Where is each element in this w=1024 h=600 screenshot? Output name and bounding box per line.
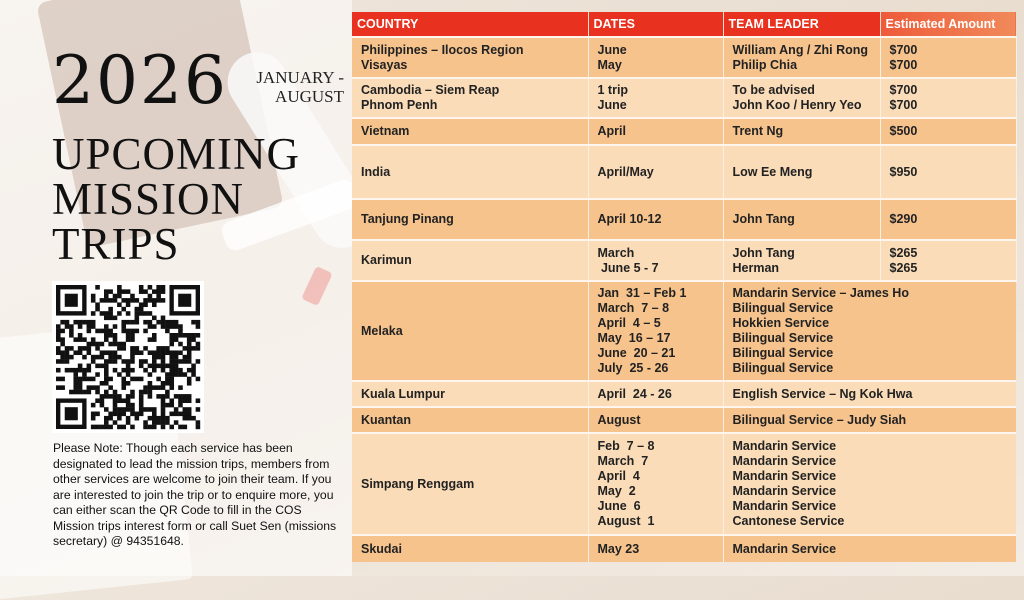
country-cell-line: Phnom Penh <box>361 98 438 112</box>
country-cell-line: Tanjung Pinang <box>361 212 454 226</box>
team-leader-cell-line: Low Ee Meng <box>732 164 813 179</box>
team-leader-cell-line: Mandarin Service – James Ho <box>732 286 909 300</box>
dates-cell-line: June <box>597 98 627 112</box>
team-leader-cell-line: Philip Chia <box>732 57 798 72</box>
team-leader-cell-line: John Tang <box>732 212 795 226</box>
team-leader-cell <box>723 118 880 145</box>
dates-cell <box>588 381 723 407</box>
team-leader-cell-line: Mandarin Service <box>732 439 837 453</box>
team-leader-cell-line: Cantonese Service <box>732 514 845 528</box>
amount-cell <box>880 240 1016 281</box>
amount-cell <box>880 37 1016 78</box>
country-cell <box>352 433 588 535</box>
country-cell <box>352 240 588 281</box>
team-leader-cell-line: John Koo / Henry Yeo <box>732 98 862 112</box>
dates-cell <box>588 535 723 562</box>
country-cell <box>352 37 588 78</box>
dates-cell <box>588 407 723 433</box>
team-leader-cell <box>723 240 880 281</box>
country-cell-line: Simpang Renggam <box>361 476 475 491</box>
team-leader-cell-line: William Ang / Zhi Rong <box>732 42 869 57</box>
team-leader-cell-line: Mandarin Service <box>732 499 837 513</box>
table-row <box>352 199 1016 240</box>
amount-cell-line: $700 <box>889 42 918 57</box>
dates-cell-line: June 6 <box>597 499 641 513</box>
team-leader-cell-line: Bilingual Service <box>732 301 834 315</box>
dates-cell-line: Jan 31 – Feb 1 <box>597 286 687 300</box>
amount-cell-line: $700 <box>889 98 918 112</box>
team-leader-cell-line: Mandarin Service <box>732 469 837 483</box>
heading-line: UPCOMING <box>52 129 301 179</box>
dates-cell-line: May 2 <box>597 484 636 498</box>
amount-cell-line: $700 <box>889 83 918 97</box>
team-leader-cell <box>723 37 880 78</box>
month-range <box>252 68 344 106</box>
table-row <box>352 433 1016 535</box>
team-leader-cell-line: Hokkien Service <box>732 316 830 330</box>
table-row <box>352 407 1016 433</box>
amount-cell-line: $950 <box>889 164 918 179</box>
team-leader-cell <box>723 535 1016 562</box>
team-leader-cell-line: Herman <box>732 260 780 275</box>
country-cell-line: Vietnam <box>361 124 410 138</box>
team-leader-cell <box>723 281 1016 381</box>
team-leader-cell-line: Mandarin Service <box>732 454 837 468</box>
country-cell <box>352 199 588 240</box>
header-dates: DATES <box>588 12 723 37</box>
dates-cell <box>588 118 723 145</box>
dates-cell-line: April 10-12 <box>597 212 662 226</box>
country-cell-line: Karimun <box>361 253 412 267</box>
country-cell-line: Skudai <box>361 541 402 556</box>
note-text: Please Note: Though each service has been designated to lead the mission trips, members from other services are welcome to join their team. If you are interested to join the trip or to enquire more, you can either scan the QR Code to fill in the COS Mission trips interest form or call Suet Sen (missions secretary) @ 94351648. <box>53 441 337 548</box>
team-leader-cell <box>723 78 880 118</box>
heading-line: TRIPS <box>52 219 180 269</box>
table-row <box>352 281 1016 381</box>
team-leader-cell <box>723 145 880 199</box>
team-leader-cell <box>723 407 1016 433</box>
amount-cell <box>880 145 1016 199</box>
country-cell <box>352 535 588 562</box>
dates-cell-line: Feb 7 – 8 <box>597 439 655 453</box>
country-cell <box>352 381 588 407</box>
country-cell-line: Visayas <box>361 57 408 72</box>
dates-cell <box>588 78 723 118</box>
team-leader-cell-line: John Tang <box>732 245 795 260</box>
country-cell-line: Philippines – Ilocos Region <box>361 42 524 57</box>
team-leader-cell <box>723 199 880 240</box>
header-country: COUNTRY <box>352 12 588 37</box>
dates-cell-line: April/May <box>597 164 654 179</box>
amount-cell-line: $700 <box>889 57 918 72</box>
team-leader-cell <box>723 381 1016 407</box>
country-cell <box>352 281 588 381</box>
country-cell <box>352 118 588 145</box>
dates-cell <box>588 281 723 381</box>
amount-cell-line: $265 <box>889 260 918 275</box>
qr-code-icon[interactable] <box>52 281 204 433</box>
team-leader-cell-line: Mandarin Service <box>732 484 837 498</box>
dates-cell-line: April 24 - 26 <box>597 386 672 401</box>
dates-cell-line: April 4 – 5 <box>597 316 661 330</box>
dates-cell-line: May 16 – 17 <box>597 331 671 345</box>
month-end: AUGUST <box>275 87 344 106</box>
dates-cell-line: March <box>597 245 635 260</box>
team-leader-cell <box>723 433 1016 535</box>
amount-cell-line: $290 <box>889 212 918 226</box>
table-row <box>352 118 1016 145</box>
poster-heading <box>52 129 301 269</box>
country-cell-line: Melaka <box>361 323 403 338</box>
heading-line: MISSION <box>52 174 245 224</box>
table-row <box>352 381 1016 407</box>
table-row <box>352 78 1016 118</box>
country-cell-line: Cambodia – Siem Reap <box>361 83 500 97</box>
team-leader-cell-line: Bilingual Service – Judy Siah <box>732 412 907 427</box>
dates-cell-line: 1 trip <box>597 83 629 97</box>
amount-cell <box>880 78 1016 118</box>
dates-cell <box>588 240 723 281</box>
team-leader-cell-line: Bilingual Service <box>732 361 834 375</box>
dates-cell-line: April 4 <box>597 469 640 483</box>
table-header-row <box>352 12 1016 37</box>
country-cell <box>352 145 588 199</box>
team-leader-cell-line: Trent Ng <box>732 124 784 138</box>
mission-trips-table <box>352 12 1016 565</box>
team-leader-cell-line: Bilingual Service <box>732 331 834 345</box>
dates-cell-line: March 7 – 8 <box>597 301 670 315</box>
dates-cell <box>588 37 723 78</box>
country-cell <box>352 407 588 433</box>
dates-cell <box>588 145 723 199</box>
year-title: 2026 <box>52 42 228 119</box>
team-leader-cell-line: English Service – Ng Kok Hwa <box>732 386 913 401</box>
dates-cell-line: June 5 - 7 <box>597 260 659 275</box>
table-row <box>352 535 1016 562</box>
table-row <box>352 145 1016 199</box>
country-cell-line: Kuala Lumpur <box>361 386 446 401</box>
dates-cell-line: May <box>597 57 622 72</box>
amount-cell-line: $500 <box>889 124 918 138</box>
team-leader-cell-line: To be advised <box>732 83 815 97</box>
amount-cell <box>880 199 1016 240</box>
dates-cell <box>588 433 723 535</box>
dates-cell-line: August <box>597 412 641 427</box>
country-cell-line: Kuantan <box>361 412 411 427</box>
table-row <box>352 37 1016 78</box>
dates-cell <box>588 199 723 240</box>
table-row <box>352 240 1016 281</box>
amount-cell <box>880 118 1016 145</box>
dates-cell-line: April <box>597 124 626 138</box>
dates-cell-line: July 25 - 26 <box>597 361 669 375</box>
dates-cell-line: June 20 – 21 <box>597 346 676 360</box>
header-team-leader: TEAM LEADER <box>723 12 880 37</box>
header-amount: Estimated Amount <box>880 12 1016 37</box>
team-leader-cell-line: Bilingual Service <box>732 346 834 360</box>
dates-cell-line: May 23 <box>597 541 640 556</box>
dates-cell-line: June <box>597 42 627 57</box>
team-leader-cell-line: Mandarin Service <box>732 541 837 556</box>
month-start: JANUARY - <box>256 68 344 87</box>
dates-cell-line: March 7 <box>597 454 649 468</box>
country-cell <box>352 78 588 118</box>
dates-cell-line: August 1 <box>597 514 655 528</box>
country-cell-line: India <box>361 164 391 179</box>
amount-cell-line: $265 <box>889 245 918 260</box>
